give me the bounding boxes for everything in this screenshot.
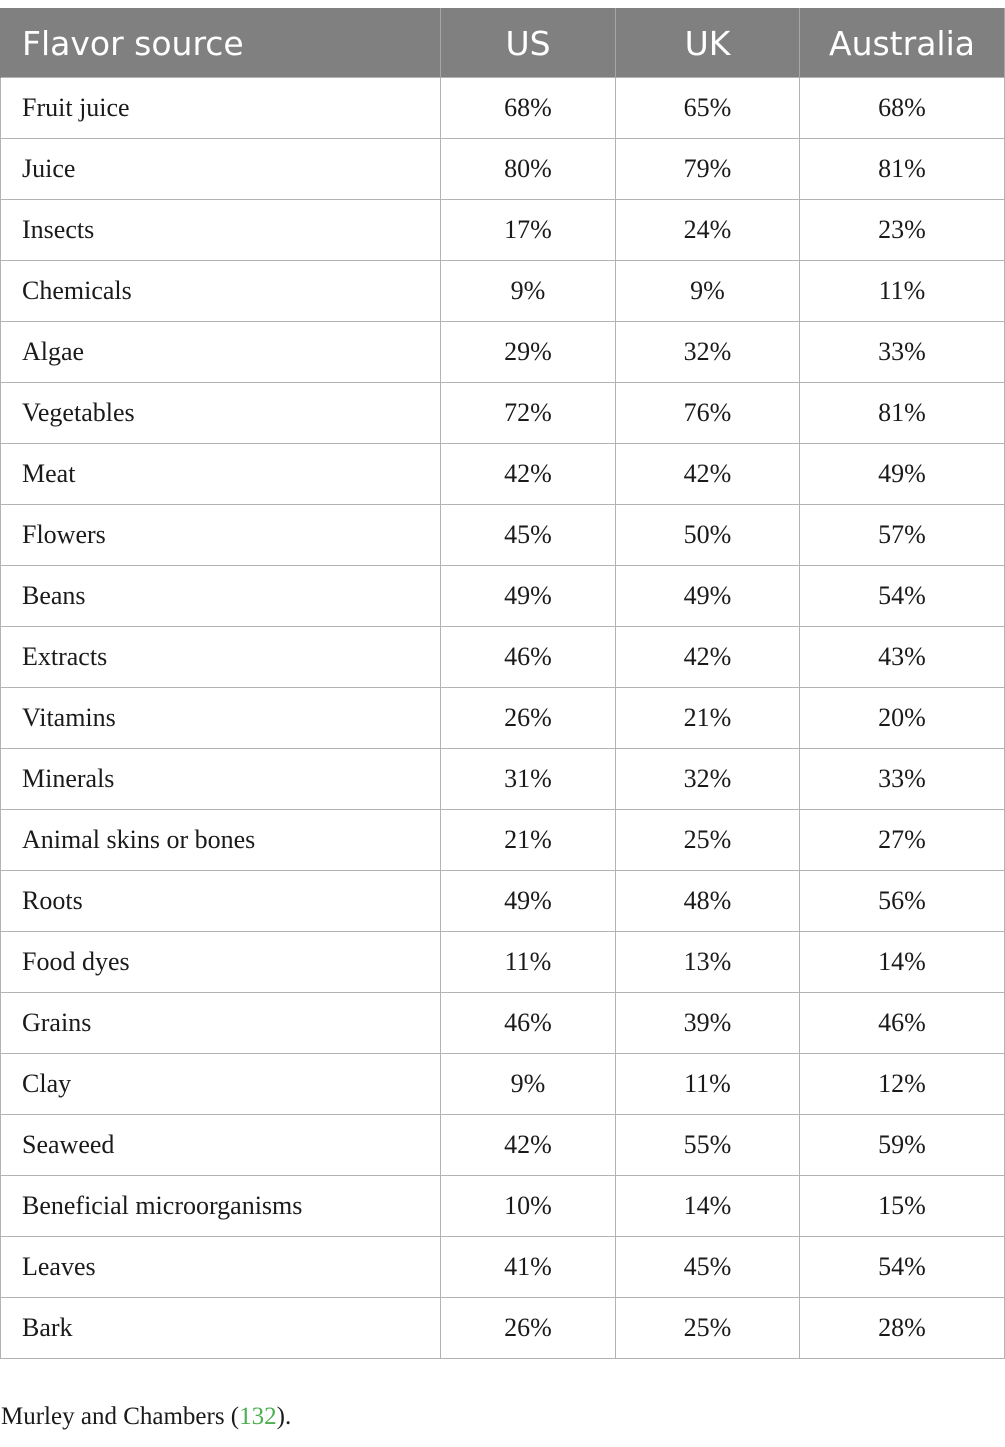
cell-uk: 79% [616,139,800,200]
cell-flavor-source: Clay [1,1054,441,1115]
table-row [1,810,1005,871]
cell-flavor-source: Vitamins [1,688,441,749]
cell-australia: 23% [800,200,1005,261]
table-row [1,627,1005,688]
cell-us: 49% [441,871,616,932]
header-uk: UK [616,9,800,78]
table-row [1,1054,1005,1115]
cell-flavor-source: Algae [1,322,441,383]
table-row [1,1237,1005,1298]
cell-flavor-source: Roots [1,871,441,932]
table-row [1,1176,1005,1237]
table-row [1,78,1005,139]
cell-flavor-source: Juice [1,139,441,200]
cell-uk: 32% [616,749,800,810]
cell-flavor-source: Chemicals [1,261,441,322]
cell-uk: 45% [616,1237,800,1298]
cell-us: 9% [441,261,616,322]
cell-uk: 76% [616,383,800,444]
cell-us: 11% [441,932,616,993]
footnote-text-before: Murley and Chambers ( [1,1403,240,1430]
cell-uk: 24% [616,200,800,261]
cell-australia: 11% [800,261,1005,322]
cell-us: 68% [441,78,616,139]
cell-us: 46% [441,627,616,688]
cell-uk: 13% [616,932,800,993]
cell-australia: 43% [800,627,1005,688]
cell-uk: 14% [616,1176,800,1237]
cell-australia: 27% [800,810,1005,871]
cell-australia: 68% [800,78,1005,139]
cell-us: 42% [441,1115,616,1176]
cell-flavor-source: Grains [1,993,441,1054]
header-us: US [441,9,616,78]
cell-uk: 25% [616,1298,800,1359]
cell-australia: 56% [800,871,1005,932]
cell-australia: 33% [800,749,1005,810]
cell-us: 41% [441,1237,616,1298]
cell-us: 46% [441,993,616,1054]
cell-uk: 25% [616,810,800,871]
cell-australia: 46% [800,993,1005,1054]
cell-us: 10% [441,1176,616,1237]
footnote-text-after: ). [276,1403,292,1430]
cell-us: 9% [441,1054,616,1115]
cell-uk: 42% [616,444,800,505]
cell-australia: 57% [800,505,1005,566]
cell-flavor-source: Minerals [1,749,441,810]
cell-flavor-source: Animal skins or bones [1,810,441,871]
table-row [1,139,1005,200]
cell-us: 29% [441,322,616,383]
cell-australia: 15% [800,1176,1005,1237]
table-row [1,1298,1005,1359]
cell-australia: 54% [800,1237,1005,1298]
cell-us: 26% [441,688,616,749]
cell-australia: 49% [800,444,1005,505]
cell-uk: 39% [616,993,800,1054]
cell-uk: 32% [616,322,800,383]
cell-flavor-source: Seaweed [1,1115,441,1176]
cell-us: 42% [441,444,616,505]
table-row [1,261,1005,322]
cell-australia: 20% [800,688,1005,749]
cell-flavor-source: Extracts [1,627,441,688]
cell-flavor-source: Fruit juice [1,78,441,139]
cell-uk: 65% [616,78,800,139]
table-row [1,993,1005,1054]
cell-uk: 9% [616,261,800,322]
cell-uk: 49% [616,566,800,627]
cell-flavor-source: Vegetables [1,383,441,444]
cell-australia: 81% [800,139,1005,200]
cell-australia: 33% [800,322,1005,383]
cell-us: 72% [441,383,616,444]
cell-uk: 11% [616,1054,800,1115]
cell-uk: 42% [616,627,800,688]
cell-flavor-source: Food dyes [1,932,441,993]
cell-uk: 55% [616,1115,800,1176]
header-row [1,9,1005,78]
cell-flavor-source: Leaves [1,1237,441,1298]
cell-flavor-source: Beneficial microorganisms [1,1176,441,1237]
cell-flavor-source: Insects [1,200,441,261]
header-australia: Australia [800,9,1005,78]
cell-us: 80% [441,139,616,200]
cell-uk: 50% [616,505,800,566]
flavor-source-table [0,8,1005,1359]
table-row [1,749,1005,810]
table-row [1,200,1005,261]
cell-uk: 48% [616,871,800,932]
cell-flavor-source: Beans [1,566,441,627]
cell-uk: 21% [616,688,800,749]
cell-australia: 12% [800,1054,1005,1115]
source-footnote [1,1403,291,1431]
table-row [1,688,1005,749]
table-row [1,505,1005,566]
table-row [1,444,1005,505]
cell-australia: 54% [800,566,1005,627]
table-row [1,1115,1005,1176]
cell-us: 26% [441,1298,616,1359]
cell-australia: 59% [800,1115,1005,1176]
cell-flavor-source: Bark [1,1298,441,1359]
cell-australia: 14% [800,932,1005,993]
cell-us: 49% [441,566,616,627]
cell-australia: 28% [800,1298,1005,1359]
table-row [1,871,1005,932]
cell-us: 45% [441,505,616,566]
cell-flavor-source: Flowers [1,505,441,566]
table-row [1,383,1005,444]
cell-us: 31% [441,749,616,810]
cell-australia: 81% [800,383,1005,444]
table-row [1,932,1005,993]
cell-flavor-source: Meat [1,444,441,505]
header-flavor-source: Flavor source [1,9,441,78]
cell-us: 21% [441,810,616,871]
table-row [1,322,1005,383]
table-body [1,78,1005,1359]
cell-us: 17% [441,200,616,261]
table-row [1,566,1005,627]
reference-link[interactable]: 132 [239,1403,277,1430]
